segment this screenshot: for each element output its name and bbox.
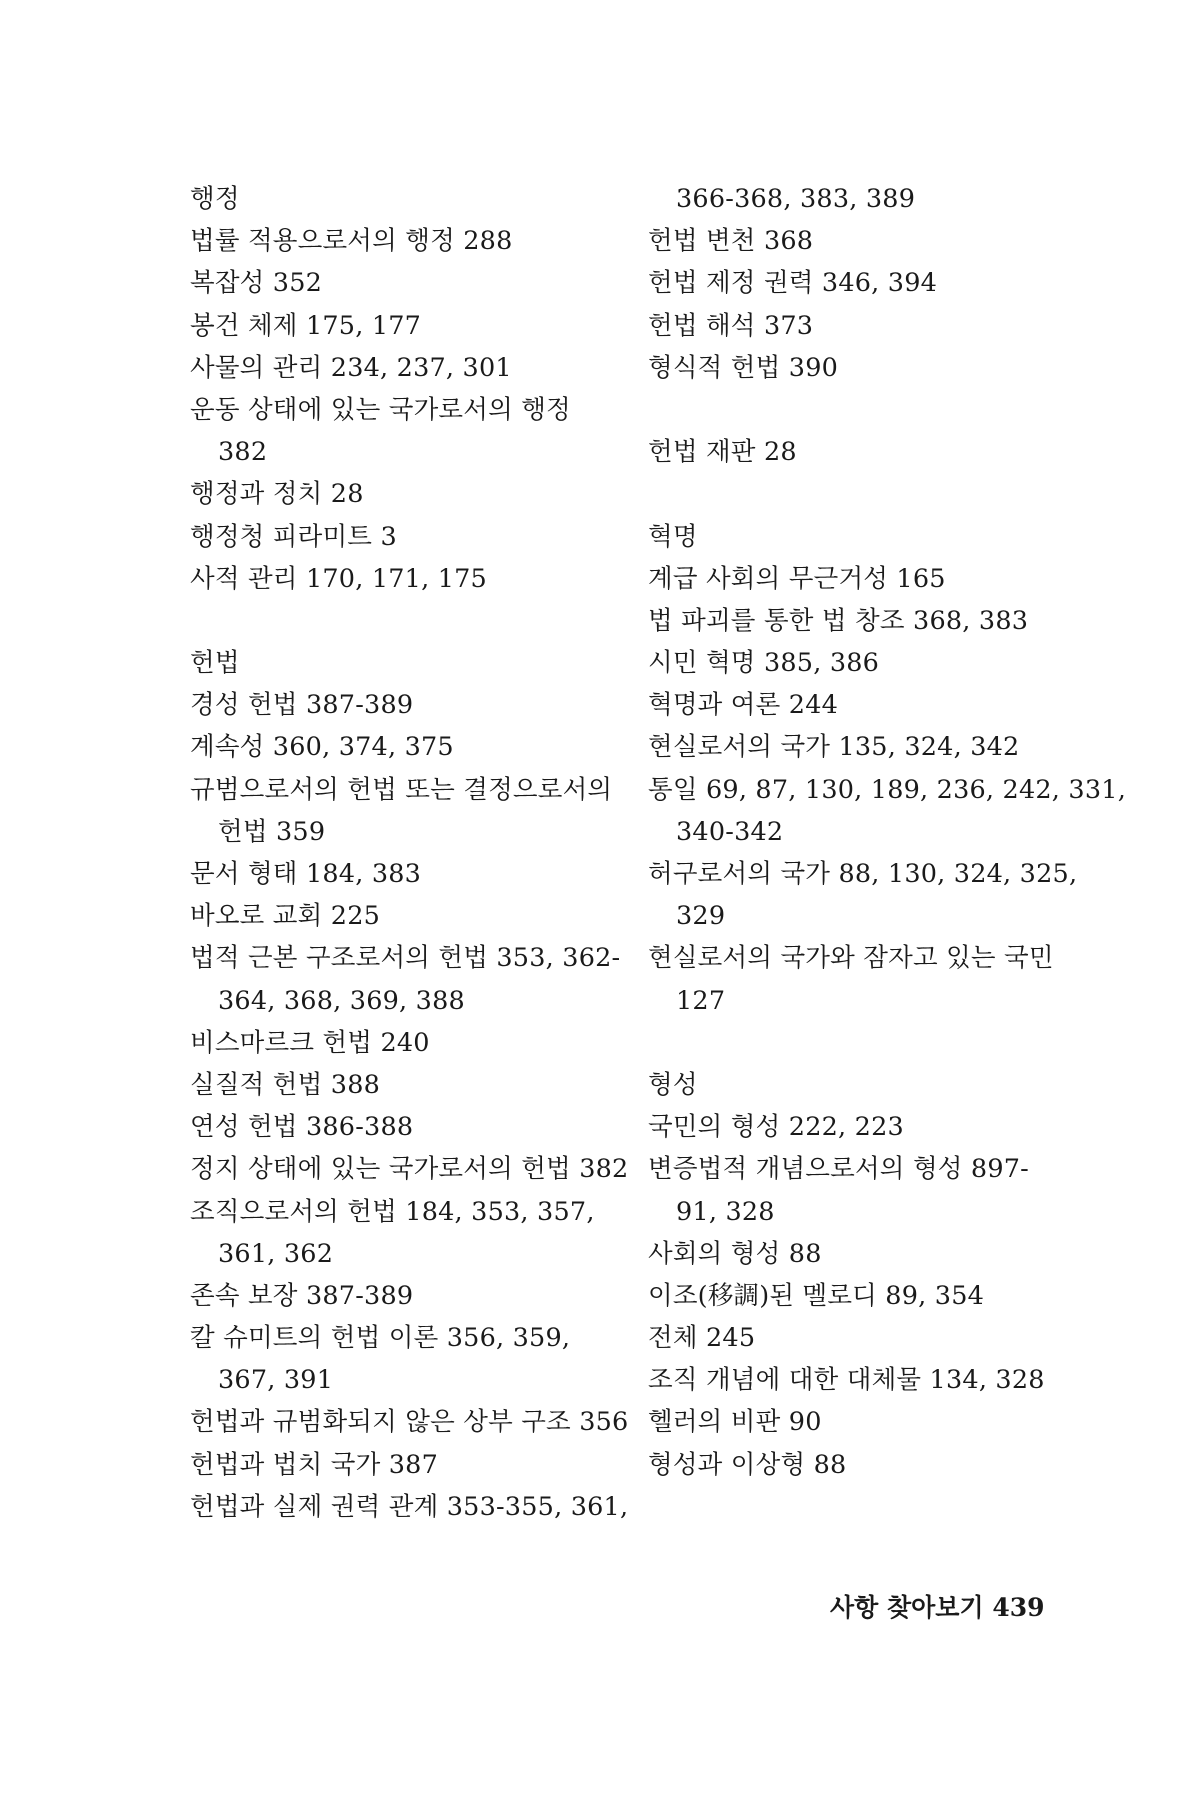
- index-heading: 형성: [648, 1069, 698, 1100]
- index-column-left: [190, 178, 630, 1528]
- blank-line: [648, 389, 1068, 431]
- index-entry: 헌법 제정 권력 346, 394: [648, 268, 938, 299]
- index-entry: 헌법과 실제 권력 관계 353-355, 361,: [190, 1491, 629, 1522]
- index-heading: 혁명: [648, 521, 698, 552]
- index-entry: 계급 사회의 무근거성 165: [648, 563, 946, 594]
- index-entry-continuation: 382: [218, 437, 268, 468]
- index-entry: 정지 상태에 있는 국가로서의 헌법 382: [190, 1154, 629, 1185]
- index-entry: 형성과 이상형 88: [648, 1449, 847, 1480]
- index-entry: 변증법적 개념으로서의 형성 897-: [648, 1154, 1030, 1185]
- index-entry: 통일 69, 87, 130, 189, 236, 242, 331,: [648, 774, 1126, 805]
- index-entry: 실질적 헌법 388: [190, 1069, 381, 1100]
- index-entry: 존속 보장 387-389: [190, 1280, 414, 1311]
- index-entry: 혁명과 여론 244: [648, 690, 839, 721]
- index-entry: 봉건 체제 175, 177: [190, 310, 422, 341]
- footer-section-title: 사항 찾아보기: [830, 1593, 984, 1622]
- index-entry-continuation: 헌법 359: [218, 816, 326, 847]
- index-entry: 계속성 360, 374, 375: [190, 732, 454, 763]
- blank-line: [648, 1022, 1068, 1064]
- index-entry: 전체 245: [648, 1323, 756, 1354]
- index-entry: 행정과 정치 28: [190, 479, 364, 510]
- index-entry: 국민의 형성 222, 223: [648, 1112, 904, 1143]
- index-entry-continuation: 127: [676, 985, 726, 1016]
- index-entry-continuation: 340-342: [676, 816, 784, 847]
- index-entry: 법률 적용으로서의 행정 288: [190, 226, 513, 257]
- index-entry: 규범으로서의 헌법 또는 결정으로서의: [190, 774, 613, 805]
- index-entry: 경성 헌법 387-389: [190, 690, 414, 721]
- index-entry: 행정청 피라미트 3: [190, 521, 397, 552]
- page-number: 439: [992, 1593, 1045, 1622]
- index-entry: 헌법과 법치 국가 387: [190, 1449, 439, 1480]
- index-column-right: [648, 178, 1126, 1486]
- index-entry: 법적 근본 구조로서의 헌법 353, 362-: [190, 943, 621, 974]
- index-entry: 복잡성 352: [190, 268, 323, 299]
- index-entry: 칼 슈미트의 헌법 이론 356, 359,: [190, 1323, 571, 1354]
- index-entry: 연성 헌법 386-388: [190, 1112, 414, 1143]
- index-entry-continuation: 91, 328: [676, 1196, 775, 1227]
- index-entry: 조직으로서의 헌법 184, 353, 357,: [190, 1196, 595, 1227]
- page-footer: [830, 1588, 1045, 1624]
- index-entry-continuation: 364, 368, 369, 388: [218, 985, 465, 1016]
- index-entry: 헌법과 규범화되지 않은 상부 구조 356: [190, 1407, 629, 1438]
- index-entry: 조직 개념에 대한 대체물 134, 328: [648, 1365, 1045, 1396]
- index-entry: 현실로서의 국가 135, 324, 342: [648, 732, 1020, 763]
- blank-line: [190, 600, 630, 642]
- index-entry: 문서 형태 184, 383: [190, 859, 422, 889]
- index-entry: 헌법 해석 373: [648, 310, 814, 341]
- index-entry-continuation: 366-368, 383, 389: [676, 184, 916, 214]
- index-entry: 사물의 관리 234, 237, 301: [190, 352, 512, 383]
- index-entry: 비스마르크 헌법 240: [190, 1027, 430, 1058]
- index-heading: 헌법: [190, 648, 240, 679]
- index-entry: 헌법 재판 28: [648, 437, 797, 468]
- index-entry: 시민 혁명 385, 386: [648, 648, 880, 679]
- index-entry-continuation: 361, 362: [218, 1238, 334, 1269]
- index-entry: 운동 상태에 있는 국가로서의 행정: [190, 394, 571, 425]
- index-entry-continuation: 367, 391: [218, 1365, 334, 1396]
- index-entry: 법 파괴를 통한 법 창조 368, 383: [648, 605, 1029, 636]
- index-entry: 사적 관리 170, 171, 175: [190, 563, 487, 594]
- index-entry: 현실로서의 국가와 잠자고 있는 국민: [648, 943, 1054, 974]
- index-entry: 헌법 변천 368: [648, 226, 814, 257]
- index-entry: 허구로서의 국가 88, 130, 324, 325,: [648, 859, 1078, 889]
- blank-line: [648, 473, 1068, 515]
- index-entry: 이조(移調)된 멜로디 89, 354: [648, 1280, 985, 1311]
- index-entry: 사회의 형성 88: [648, 1238, 822, 1269]
- index-heading: 행정: [190, 184, 240, 214]
- index-entry-continuation: 329: [676, 901, 726, 932]
- index-entry: 헬러의 비판 90: [648, 1407, 822, 1438]
- index-entry: 형식적 헌법 390: [648, 352, 839, 383]
- index-entry: 바오로 교회 225: [190, 901, 381, 932]
